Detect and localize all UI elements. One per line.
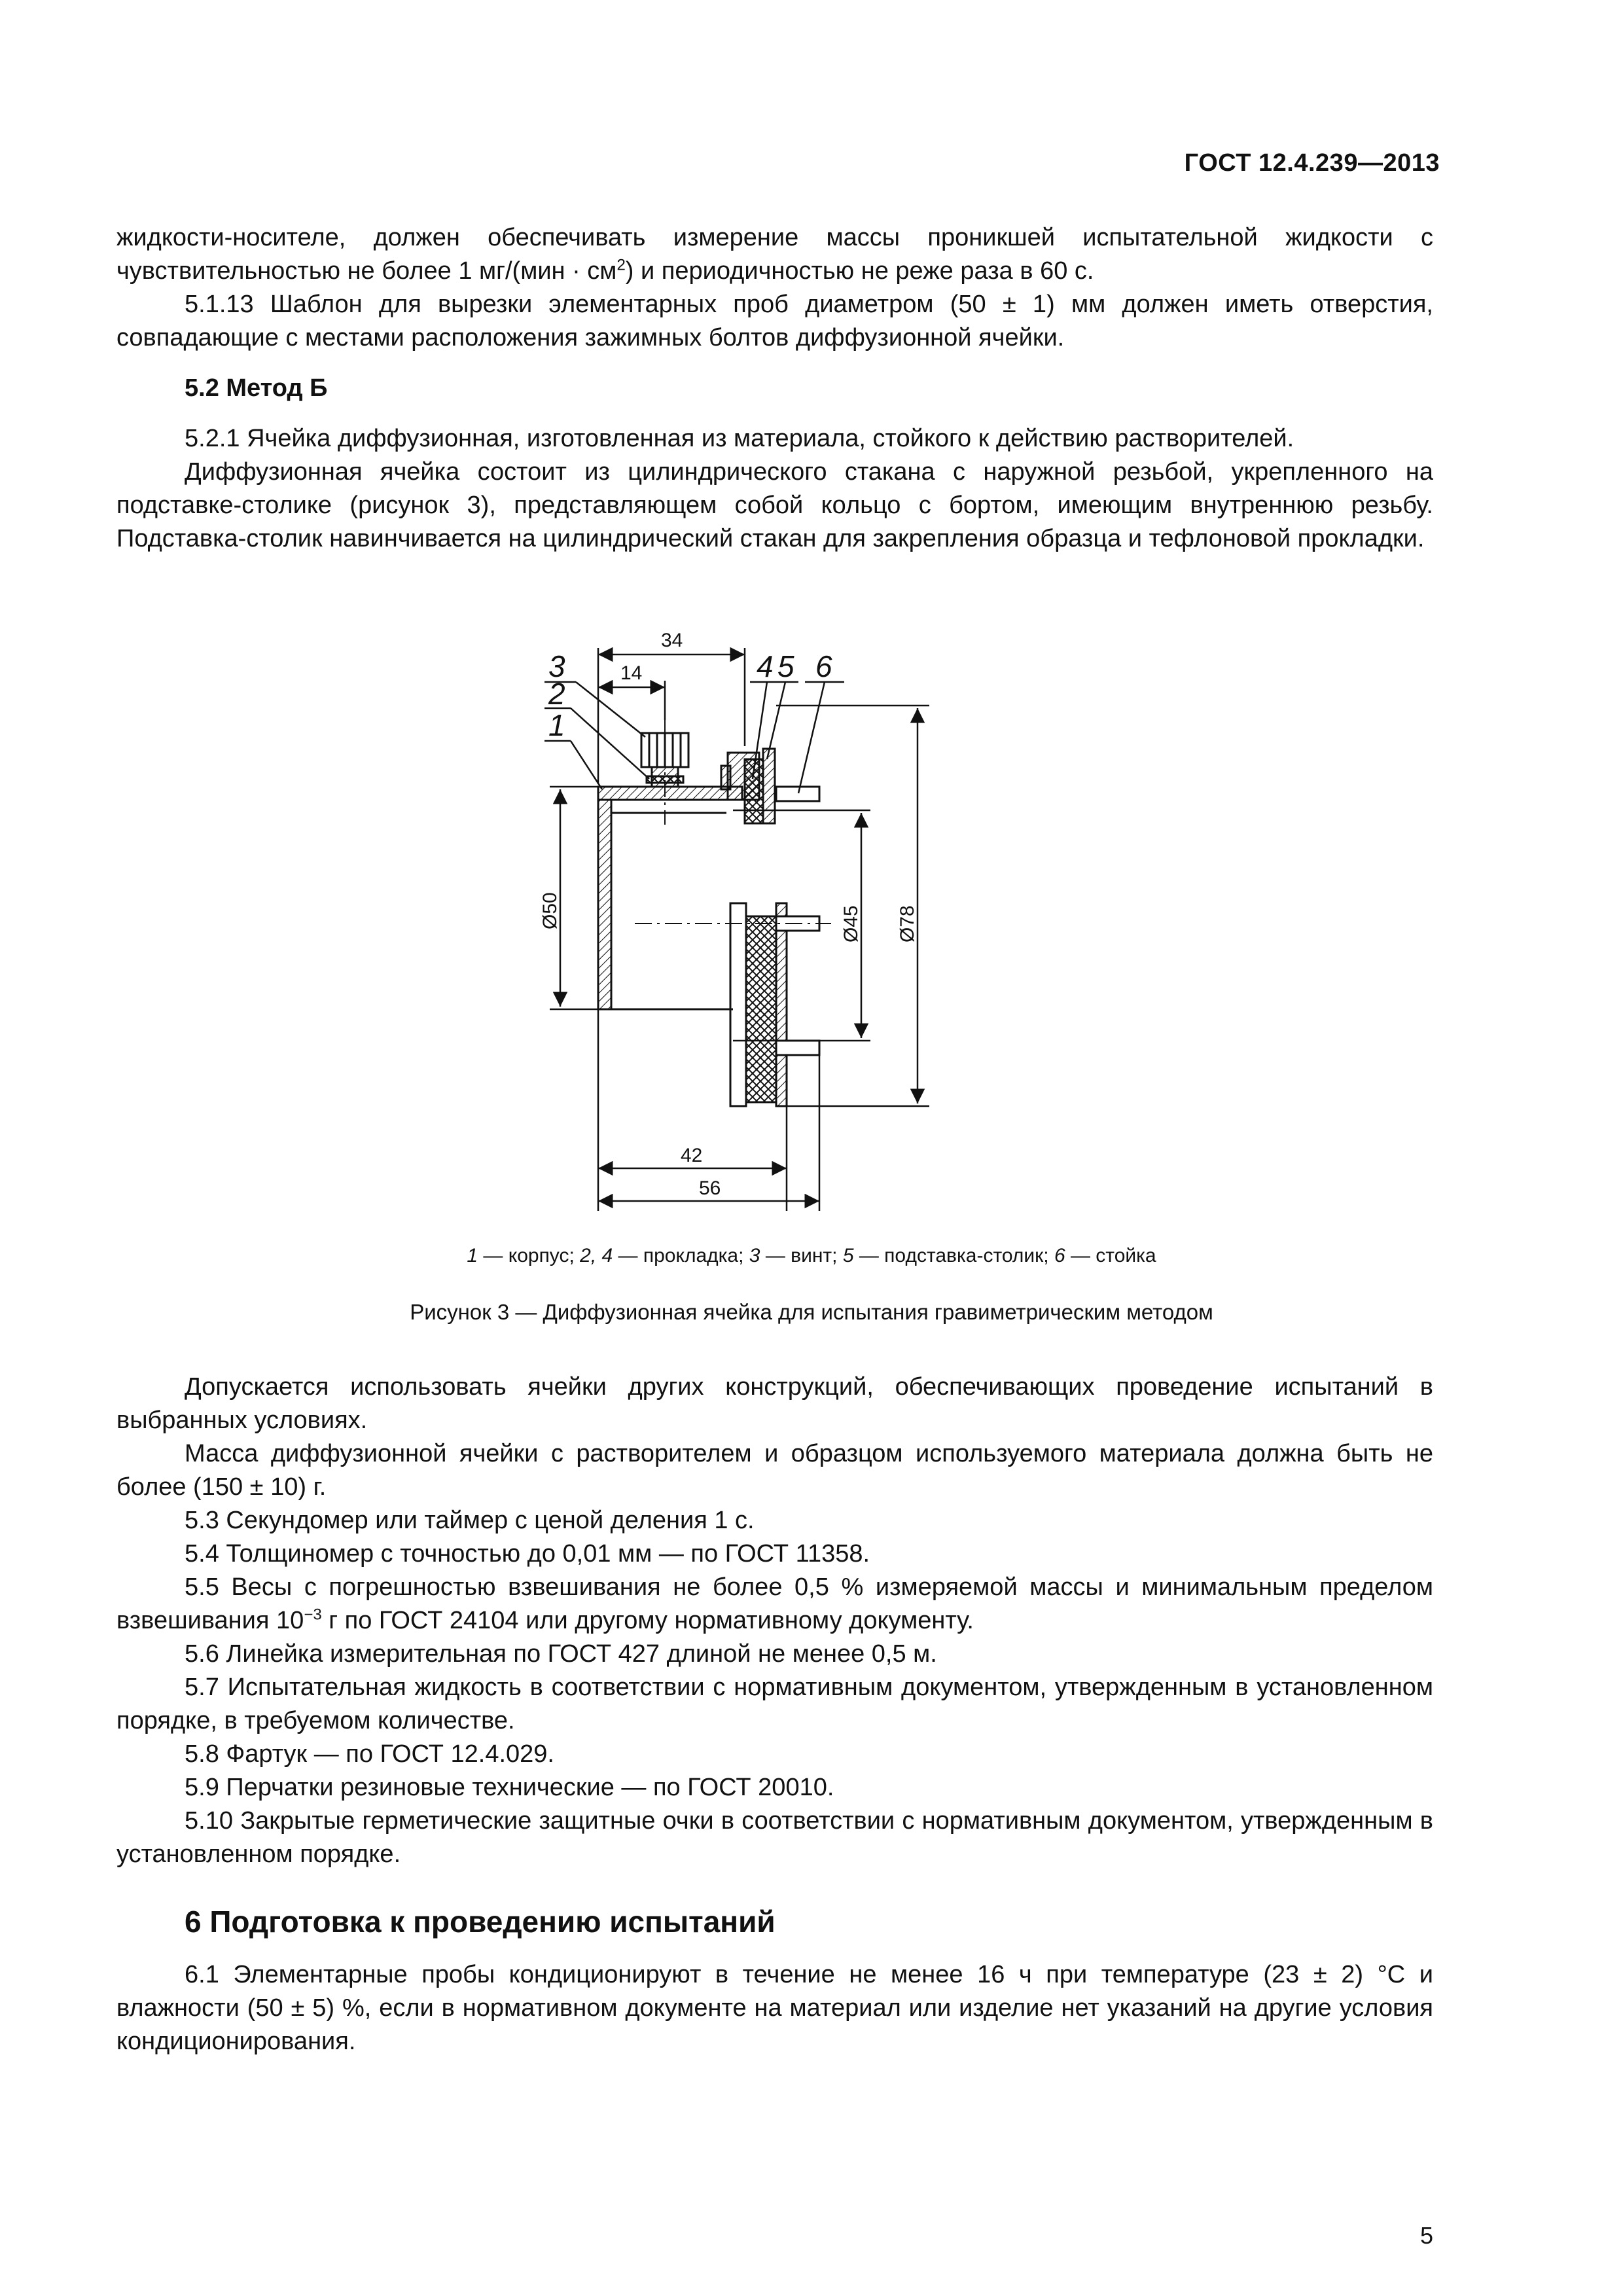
paragraph-5-7: 5.7 Испытательная жидкость в соответствии с нормативным документом, утвержденным в установленном порядке, в требуемом количестве. <box>116 1674 1433 1734</box>
text-block-top <box>116 221 1433 556</box>
superscript: 2 <box>616 256 626 274</box>
legend-num-6: 6 <box>1054 1245 1065 1266</box>
paragraph-mass: Масса диффузионной ячейки с растворителем и образцом используемого материала должна быть не более (150 ± 10) г. <box>116 1440 1433 1501</box>
figure-labels <box>539 630 918 1199</box>
callout-4: 4 <box>757 649 774 683</box>
callout-numbers <box>548 649 832 742</box>
dim-d50: Ø50 <box>539 892 561 929</box>
paragraph-continuation-part1: жидкости-носителе, должен обеспечивать измерение массы проникшей испытательной жидкости с чувствительностью не более 1 мг/(мин · см <box>116 224 1433 285</box>
paragraph-5-5 <box>116 1571 1433 1638</box>
legend-num-1: 1 <box>467 1245 478 1266</box>
standard-header: ГОСТ 12.4.239—2013 <box>1184 149 1440 177</box>
leader-lines <box>544 682 844 793</box>
paragraph-5-5-part2: г по ГОСТ 24104 или другому нормативному документу. <box>321 1607 974 1634</box>
callout-5: 5 <box>777 649 794 683</box>
callout-2: 2 <box>548 677 565 711</box>
gasket-lower <box>746 916 776 1102</box>
text-block-bottom <box>116 1371 1433 2058</box>
page-number: 5 <box>1419 2222 1433 2249</box>
body-left-wall <box>598 800 611 1009</box>
post-bottom <box>776 1041 819 1055</box>
figure-legend <box>0 1245 1623 1267</box>
legend-text-2: — прокладка; <box>613 1245 749 1266</box>
legend-num-5: 5 <box>842 1245 854 1266</box>
paragraph-5-6: 5.6 Линейка измерительная по ГОСТ 427 длиной не менее 0,5 м. <box>185 1640 937 1668</box>
post-top <box>776 787 819 801</box>
paragraph-5-1-13: 5.1.13 Шаблон для вырезки элементарных проб диаметром (50 ± 1) мм должен иметь отверстия, совпадающие с местами расположения зажимных болтов диффузионной ячейки. <box>116 291 1433 351</box>
paragraph-5-4: 5.4 Толщиномер с точностью до 0,01 мм — по ГОСТ 11358. <box>185 1540 870 1568</box>
center-lines <box>635 720 831 924</box>
paragraph-5-5-part1: 5.5 Весы с погрешностью взвешивания не более 0,5 % измеряемой массы и минимальным пределом взвешивания 10 <box>116 1573 1433 1634</box>
paragraph-5-10: 5.10 Закрытые герметические защитные очки в соответствии с нормативным документом, утвержденным в установленном порядке. <box>116 1807 1433 1868</box>
paragraph-5-8: 5.8 Фартук — по ГОСТ 12.4.029. <box>185 1740 554 1768</box>
cell-drawing <box>598 733 819 1106</box>
stand-table-upper <box>763 749 775 823</box>
section-heading-6: 6 Подготовка к проведению испытаний <box>185 1905 776 1939</box>
legend-text-3: — винт; <box>760 1245 843 1266</box>
paragraph-continuation-part2: ) и периодичностью не реже раза в 60 с. <box>625 257 1094 285</box>
paragraph-cell-description: Диффузионная ячейка состоит из цилиндрического стакана с наружной резьбой, укрепленного на подставке-столике (рисунок 3), представляющем собой кольцо с бортом, имеющим внутреннюю резьбу. Подставка-столик навинчивается на цилиндрический стакан для закрепления образца и тефлоновой прокладки. <box>116 458 1433 552</box>
dim-d45: Ø45 <box>840 905 862 942</box>
callout-3: 3 <box>548 649 565 683</box>
paragraph-other-designs: Допускается использовать ячейки других конструкций, обеспечивающих проведение испытаний в выбранных условиях. <box>116 1373 1433 1434</box>
superscript-exponent: −3 <box>304 1605 322 1624</box>
paragraph-5-9: 5.9 Перчатки резиновые технические — по ГОСТ 20010. <box>185 1774 834 1801</box>
dim-d78: Ø78 <box>897 905 918 942</box>
dim-42: 42 <box>681 1145 703 1166</box>
figure-title: Рисунок 3 — Диффузионная ячейка для испытания гравиметрическим методом <box>410 1300 1213 1324</box>
legend-num-2: 2, 4 <box>580 1245 613 1266</box>
dim-56: 56 <box>699 1177 721 1199</box>
legend-text-1: — корпус; <box>478 1245 580 1266</box>
legend-num-3: 3 <box>749 1245 760 1266</box>
paragraph-6-1: 6.1 Элементарные пробы кондиционируют в течение не менее 16 ч при температуре (23 ± 2) °С и влажности (50 ± 5) %, если в нормативном документе на материал или изделие нет указаний на другие условия кондиционирования. <box>116 1961 1433 2055</box>
paragraph-5-3: 5.3 Секундомер или таймер с ценой деления 1 с. <box>185 1507 755 1534</box>
figure-diffusion-cell <box>537 622 1034 1224</box>
legend-text-5: — подставка-столик; <box>853 1245 1054 1266</box>
dim-14: 14 <box>620 662 643 684</box>
section-heading-5-2: 5.2 Метод Б <box>185 374 328 402</box>
legend-text-6: — стойка <box>1065 1245 1156 1266</box>
paragraph-5-2-1: 5.2.1 Ячейка диффузионная, изготовленная из материала, стойкого к действию растворителей. <box>185 425 1294 452</box>
dim-34: 34 <box>661 630 683 651</box>
callout-6: 6 <box>815 649 832 683</box>
callout-1: 1 <box>548 708 565 742</box>
paragraph-continuation <box>116 221 1433 288</box>
